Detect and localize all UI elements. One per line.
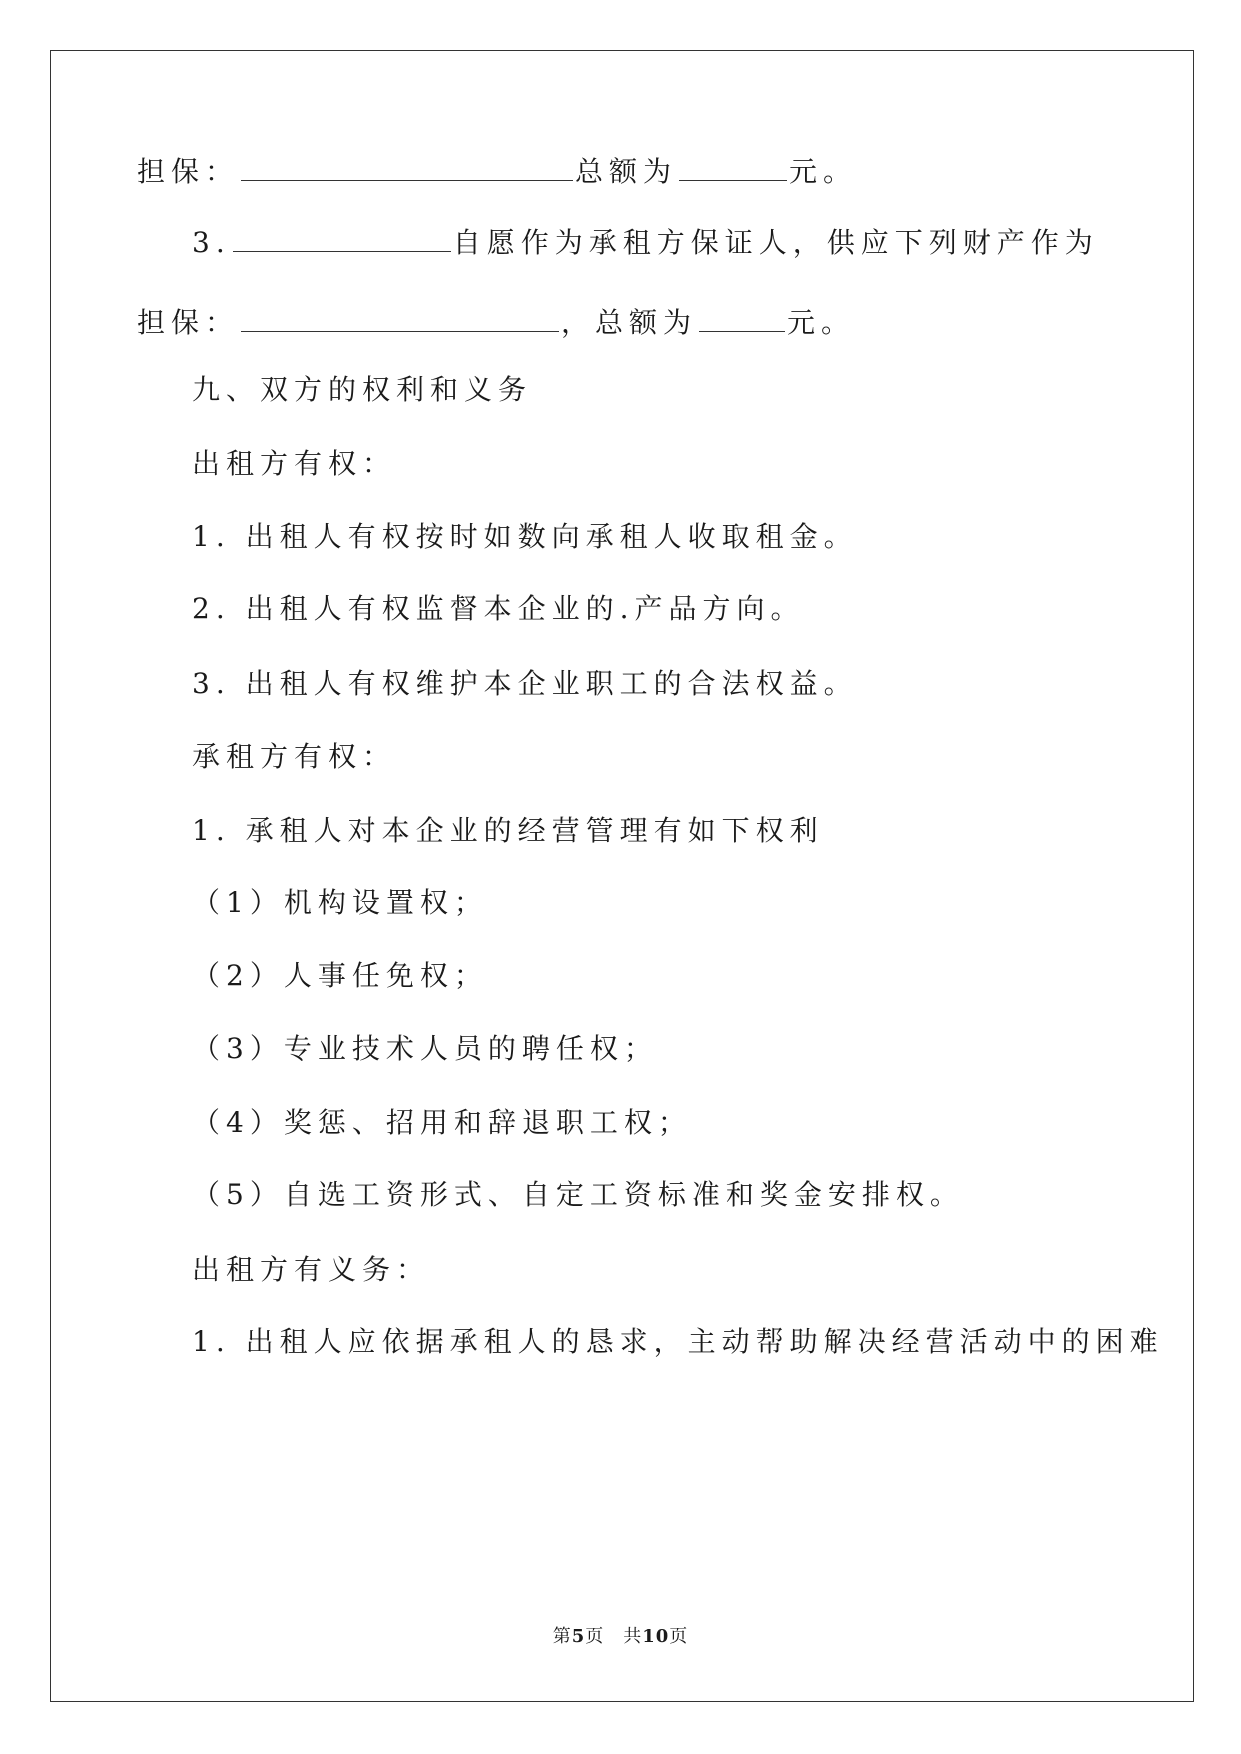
item-number: 3. [192,226,231,259]
footer-prefix: 第 [552,1626,572,1647]
guarantor-text: 自愿作为承租方保证人，供应下列财产作为 [452,226,1099,259]
paragraph: 2. 出租人有权监督本企业的.产品方向。 [192,592,805,625]
footer-suffix: 页 [669,1626,689,1647]
paragraph: （3）专业技术人员的聘任权； [192,1032,658,1065]
paragraph: 1. 出租人有权按时如数向承租人收取租金。 [192,520,858,553]
page-border [50,50,1194,1702]
currency-label: 元。 [789,155,858,188]
guarantee-label: 担保： [137,155,240,188]
section-heading: 九、双方的权利和义务 [192,373,533,406]
blank-field[interactable] [699,303,785,332]
guarantee-label: 担保： [137,306,240,339]
currency-label: 元。 [787,306,856,339]
paragraph: 承租方有权： [192,740,397,773]
paragraph: （4）奖惩、招用和辞退职工权； [192,1106,692,1139]
paragraph: 出租方有义务： [192,1253,431,1286]
page-footer [0,1622,1241,1648]
current-page: 5 [571,1626,586,1647]
blank-field[interactable] [241,152,573,181]
total-label: 总额为 [575,155,678,188]
footer-mid: 页 共 [585,1626,643,1647]
total-label: ，总额为 [561,306,698,339]
blank-field[interactable] [241,303,559,332]
paragraph: （1）机构设置权； [192,886,488,919]
paragraph: （2）人事任免权； [192,959,488,992]
blank-field[interactable] [233,223,451,252]
guarantee-line-1 [137,152,857,192]
paragraph: 3. 出租人有权维护本企业职工的合法权益。 [192,667,858,700]
guarantee-line-2 [137,303,855,343]
blank-field[interactable] [679,152,787,181]
paragraph: 1. 出租人应依据承租人的恳求，主动帮助解决经营活动中的困难 [192,1325,1164,1358]
total-pages: 10 [642,1626,670,1647]
guarantor-line [192,223,1099,263]
paragraph: （5）自选工资形式、自定工资标准和奖金安排权。 [192,1178,964,1211]
paragraph: 出租方有权： [192,447,397,480]
paragraph: 1. 承租人对本企业的经营管理有如下权利 [192,814,824,847]
